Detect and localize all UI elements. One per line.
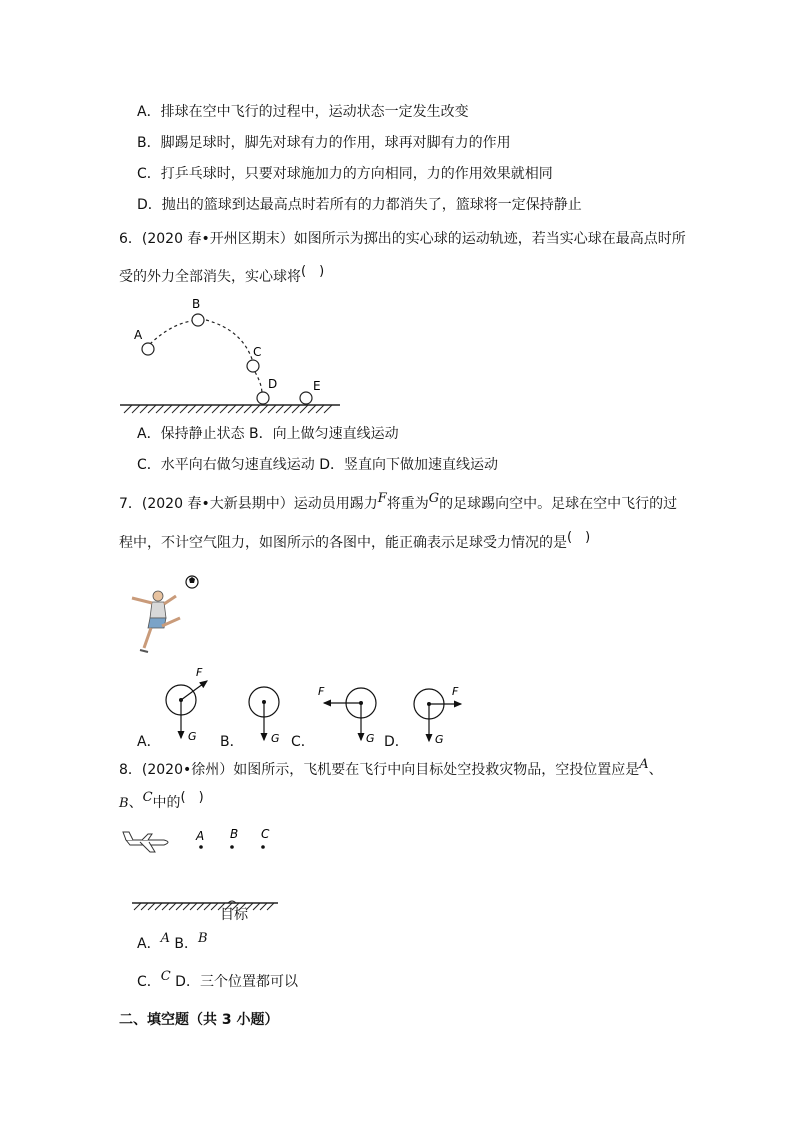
q7-c-label-g: G bbox=[366, 732, 375, 745]
airplane-icon bbox=[123, 832, 168, 852]
q8-answer-paren: ( ) bbox=[180, 790, 204, 805]
q7-option-b-label: B． bbox=[220, 734, 244, 750]
q8-opt-c-symbol: C bbox=[160, 969, 171, 984]
q6-label-b: B bbox=[192, 297, 201, 311]
q6-ball-d bbox=[257, 392, 269, 404]
q7-stem-part3: 的足球踢向空中。足球在空中飞行的过 bbox=[439, 496, 678, 512]
q8-stem-line1 bbox=[119, 757, 663, 781]
q6-ground-hatch bbox=[124, 405, 332, 413]
q6-path-bc bbox=[206, 320, 253, 362]
q8-opt-c-prefix: C． bbox=[137, 974, 161, 990]
q7-stem-line2 bbox=[119, 530, 591, 554]
q8-opt-d: D．三个位置都可以 bbox=[170, 974, 298, 990]
q8-stem-text: 8．(2020•徐州）如图所示，飞机要在飞行中向目标处空投救灾物品，空投位置应是 bbox=[119, 762, 640, 778]
q7-diagram-b bbox=[249, 687, 280, 745]
q8-opt-a-symbol: A bbox=[160, 931, 170, 946]
q8-target-label: 目标 bbox=[220, 907, 248, 923]
q7-stem-text: 程中，不计空气阻力，如图所示的各图中，能正确表示足球受力情况的是 bbox=[119, 535, 567, 551]
q6-label-c: C bbox=[253, 345, 262, 359]
q8-fig-label-c: C bbox=[261, 827, 270, 841]
q8-options-line2 bbox=[137, 969, 298, 993]
q7-stem-part2: 将重为 bbox=[386, 496, 429, 512]
q6-stem-text: 受的外力全部消失，实心球将 bbox=[119, 269, 301, 285]
q8-fig-label-b: B bbox=[230, 827, 239, 841]
q8-opt-a-prefix: A． bbox=[137, 936, 161, 952]
q8-ground-hatch bbox=[134, 903, 274, 910]
q5-option-c: C．打乒乓球时，只要对球施加力的方向相同，力的作用效果就相同 bbox=[137, 166, 553, 182]
q8-opt-b-prefix: B． bbox=[169, 936, 199, 952]
q6-answer-paren: ( ) bbox=[301, 264, 325, 279]
q8-fig-label-a: A bbox=[196, 829, 205, 843]
q7-diagram-c bbox=[318, 685, 376, 745]
q7-symbol-f: F bbox=[377, 491, 387, 506]
q7-b-label-g: G bbox=[271, 732, 280, 745]
q8-options-line1 bbox=[137, 931, 208, 955]
q7-a-label-f: F bbox=[196, 666, 203, 679]
q6-options-line2: C．水平向右做匀速直线运动 D．竖直向下做加速直线运动 bbox=[137, 457, 499, 473]
q6-path-cd bbox=[255, 372, 262, 394]
q7-c-label-f: F bbox=[318, 685, 325, 698]
q8-stem-line2 bbox=[119, 790, 204, 814]
q6-label-e: E bbox=[313, 379, 321, 393]
q6-ball-e bbox=[300, 392, 312, 404]
q6-options-line1: A．保持静止状态 B．向上做匀速直线运动 bbox=[137, 426, 399, 442]
q8-point-b bbox=[230, 845, 234, 849]
q6-label-a: A bbox=[134, 328, 143, 342]
q6-stem-line1: 6．(2020 春•开州区期末）如图所示为掷出的实心球的运动轨迹，若当实心球在最高点时所 bbox=[119, 231, 686, 247]
q5-option-d: D．抛出的篮球到达最高点时若所有的力都消失了，篮球将一定保持静止 bbox=[137, 197, 582, 213]
q8-opt-b-symbol: B bbox=[198, 931, 208, 946]
q6-ball-a bbox=[142, 343, 154, 355]
q8-stem-tail: 中的 bbox=[152, 795, 181, 811]
q6-ball-b bbox=[192, 314, 204, 326]
q8-sep: 、 bbox=[648, 762, 663, 778]
q7-kicking-player-illustration bbox=[118, 570, 210, 662]
section-heading-fill-in: 二、填空题（共 3 小题） bbox=[119, 1012, 279, 1028]
q8-symbol-c: C bbox=[142, 790, 153, 805]
q7-stem-line1 bbox=[119, 491, 678, 515]
q7-option-c-label: C． bbox=[291, 734, 315, 750]
q7-option-a-label: A． bbox=[137, 734, 161, 750]
q8-symbol-b: B bbox=[119, 796, 129, 811]
q6-ball-c bbox=[247, 360, 259, 372]
q6-path-ab bbox=[150, 320, 198, 344]
q7-a-label-g: G bbox=[188, 730, 197, 743]
q6-stem-line2 bbox=[119, 264, 325, 288]
q7-d-label-g: G bbox=[435, 733, 444, 746]
q7-symbol-g: G bbox=[428, 491, 440, 506]
q8-sep-2: 、 bbox=[128, 795, 143, 811]
q5-option-a: A．排球在空中飞行的过程中，运动状态一定发生改变 bbox=[137, 104, 469, 120]
q8-point-a bbox=[199, 845, 203, 849]
q8-point-c bbox=[261, 845, 265, 849]
q8-airdrop-figure bbox=[120, 822, 290, 914]
q5-option-b: B．脚踢足球时，脚先对球有力的作用，球再对脚有力的作用 bbox=[137, 135, 511, 151]
q6-trajectory-figure bbox=[118, 292, 344, 414]
q8-symbol-a: A bbox=[639, 757, 649, 772]
q7-stem-part1: 7．(2020 春•大新县期中）运动员用踢力 bbox=[119, 496, 378, 512]
q7-diagram-a bbox=[166, 666, 207, 743]
q7-d-label-f: F bbox=[452, 685, 459, 698]
q6-label-d: D bbox=[268, 377, 278, 391]
q7-diagram-d bbox=[414, 685, 461, 746]
q7-answer-paren: ( ) bbox=[567, 530, 591, 545]
q7-option-d-label: D． bbox=[384, 734, 409, 750]
